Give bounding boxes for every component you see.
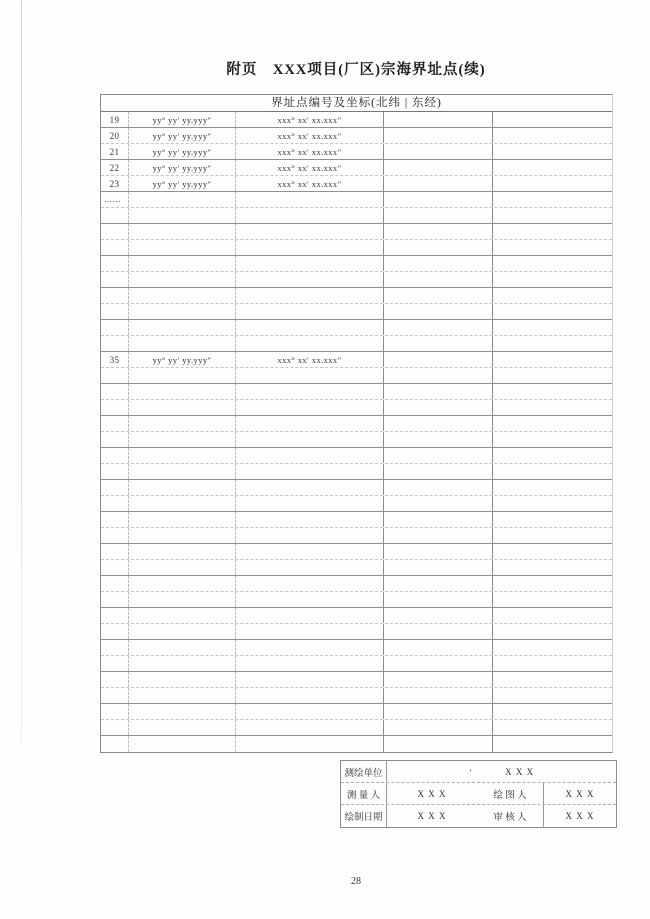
longitude-cell [236, 368, 384, 383]
point-number-cell [101, 288, 129, 303]
empty-cell [384, 560, 493, 575]
longitude-cell [236, 432, 384, 447]
latitude-cell: yy° yy′ yy.yyy″ [129, 176, 236, 191]
table-row [101, 160, 612, 176]
table-row [101, 560, 612, 576]
latitude-cell [129, 304, 236, 319]
table-row [101, 432, 612, 448]
latitude-cell [129, 512, 236, 527]
empty-cell [493, 656, 612, 671]
longitude-cell [236, 336, 384, 351]
empty-cell [493, 352, 612, 367]
point-number-cell: 22 [101, 160, 129, 175]
empty-cell [384, 672, 493, 687]
empty-cell [493, 224, 612, 239]
table-row [101, 208, 612, 224]
longitude-cell: xxx° xx′ xx.xxx″ [236, 144, 384, 159]
longitude-cell [236, 688, 384, 703]
empty-cell [493, 496, 612, 511]
latitude-cell [129, 192, 236, 207]
empty-cell [493, 160, 612, 175]
longitude-cell [236, 464, 384, 479]
empty-cell [384, 112, 493, 127]
empty-cell [493, 608, 612, 623]
empty-cell [493, 400, 612, 415]
empty-cell [493, 624, 612, 639]
table-row [101, 320, 612, 336]
point-number-cell [101, 720, 129, 735]
empty-cell [384, 576, 493, 591]
latitude-cell: yy° yy′ yy.yyy″ [129, 352, 236, 367]
latitude-cell [129, 208, 236, 223]
point-number-cell [101, 224, 129, 239]
table-row [101, 112, 612, 128]
empty-cell [384, 368, 493, 383]
latitude-cell [129, 672, 236, 687]
empty-cell [384, 448, 493, 463]
latitude-cell [129, 480, 236, 495]
empty-cell [384, 432, 493, 447]
table-row [101, 576, 612, 592]
table-row [101, 368, 612, 384]
point-number-cell [101, 608, 129, 623]
table-body [101, 112, 612, 752]
empty-cell [384, 320, 493, 335]
empty-cell [493, 192, 612, 207]
point-number-cell: 19 [101, 112, 129, 127]
point-number-cell [101, 592, 129, 607]
latitude-cell [129, 656, 236, 671]
table-row [101, 640, 612, 656]
table-row [101, 544, 612, 560]
empty-cell [493, 688, 612, 703]
table-row [101, 704, 612, 720]
empty-cell [384, 240, 493, 255]
latitude-cell [129, 560, 236, 575]
surveyor-row [341, 783, 616, 805]
latitude-cell [129, 336, 236, 351]
empty-cell [493, 640, 612, 655]
empty-cell [384, 384, 493, 399]
longitude-cell [236, 480, 384, 495]
latitude-cell [129, 464, 236, 479]
table-row [101, 672, 612, 688]
table-row [101, 192, 612, 208]
empty-cell [493, 320, 612, 335]
empty-cell [384, 656, 493, 671]
point-number-cell [101, 400, 129, 415]
point-number-cell [101, 672, 129, 687]
longitude-cell: xxx° xx′ xx.xxx″ [236, 112, 384, 127]
latitude-cell [129, 592, 236, 607]
latitude-cell [129, 640, 236, 655]
empty-cell [384, 480, 493, 495]
table-row [101, 144, 612, 160]
latitude-cell [129, 416, 236, 431]
point-number-cell: 21 [101, 144, 129, 159]
longitude-cell: xxx° xx′ xx.xxx″ [236, 160, 384, 175]
empty-cell [384, 544, 493, 559]
latitude-cell: yy° yy′ yy.yyy″ [129, 128, 236, 143]
empty-cell [384, 736, 493, 752]
longitude-cell [236, 592, 384, 607]
longitude-cell [236, 560, 384, 575]
empty-cell [493, 432, 612, 447]
point-number-cell [101, 576, 129, 591]
empty-cell [384, 288, 493, 303]
empty-cell [493, 288, 612, 303]
table-row [101, 528, 612, 544]
empty-cell [384, 128, 493, 143]
empty-cell [384, 160, 493, 175]
point-number-cell [101, 688, 129, 703]
table-row [101, 288, 612, 304]
table-row [101, 624, 612, 640]
empty-cell [384, 512, 493, 527]
empty-cell [384, 704, 493, 719]
point-number-cell [101, 432, 129, 447]
table-row [101, 480, 612, 496]
empty-cell [493, 576, 612, 591]
boundary-points-table [100, 94, 613, 753]
empty-cell [493, 176, 612, 191]
empty-cell [493, 480, 612, 495]
longitude-cell [236, 672, 384, 687]
point-number-cell [101, 272, 129, 287]
page-number: 28 [351, 876, 361, 887]
longitude-cell [236, 384, 384, 399]
longitude-cell [236, 272, 384, 287]
latitude-cell [129, 432, 236, 447]
latitude-cell [129, 288, 236, 303]
point-number-cell [101, 736, 129, 752]
table-header: 界址点编号及坐标(北纬 | 东经) [101, 95, 612, 112]
table-row [101, 448, 612, 464]
table-row [101, 608, 612, 624]
point-number-cell [101, 560, 129, 575]
point-number-cell [101, 256, 129, 271]
table-row [101, 224, 612, 240]
empty-cell [384, 416, 493, 431]
draftsman-label: 绘 图 人 [477, 783, 544, 804]
longitude-cell [236, 224, 384, 239]
latitude-cell [129, 704, 236, 719]
empty-cell [384, 608, 493, 623]
point-number-cell [101, 640, 129, 655]
longitude-cell [236, 576, 384, 591]
latitude-cell [129, 720, 236, 735]
point-number-cell [101, 480, 129, 495]
surveying-unit-value: X X X [505, 766, 535, 777]
table-row [101, 400, 612, 416]
empty-cell [384, 592, 493, 607]
empty-cell [493, 512, 612, 527]
empty-cell [493, 528, 612, 543]
latitude-cell [129, 256, 236, 271]
empty-cell [384, 352, 493, 367]
longitude-cell [236, 640, 384, 655]
longitude-cell [236, 288, 384, 303]
empty-cell [384, 176, 493, 191]
table-row [101, 464, 612, 480]
empty-cell [493, 592, 612, 607]
table-row [101, 272, 612, 288]
latitude-cell [129, 736, 236, 752]
longitude-cell: xxx° xx′ xx.xxx″ [236, 352, 384, 367]
empty-cell [493, 384, 612, 399]
empty-cell [493, 256, 612, 271]
dot-mark: · [468, 766, 474, 777]
empty-cell [493, 240, 612, 255]
empty-cell [384, 336, 493, 351]
point-number-cell [101, 464, 129, 479]
longitude-cell [236, 656, 384, 671]
point-number-cell [101, 304, 129, 319]
empty-cell [384, 624, 493, 639]
table-row [101, 352, 612, 368]
empty-cell [384, 208, 493, 223]
table-row [101, 128, 612, 144]
latitude-cell [129, 368, 236, 383]
empty-cell [384, 464, 493, 479]
surveying-info-table [340, 760, 617, 828]
empty-cell [384, 256, 493, 271]
point-number-cell [101, 656, 129, 671]
point-number-cell [101, 368, 129, 383]
empty-cell [493, 112, 612, 127]
latitude-cell: yy° yy′ yy.yyy″ [129, 160, 236, 175]
drawing-date-label: 绘制日期 [341, 805, 387, 827]
drawing-date-row [341, 805, 616, 827]
scan-edge-artifact [21, 0, 22, 742]
surveyor-label: 测 量 人 [341, 783, 387, 804]
empty-cell [493, 736, 612, 752]
table-row [101, 384, 612, 400]
point-number-cell [101, 624, 129, 639]
latitude-cell [129, 272, 236, 287]
latitude-cell [129, 400, 236, 415]
point-number-cell [101, 416, 129, 431]
page-title: 附页 XXX项目(厂区)宗海界址点(续) [226, 62, 486, 78]
empty-cell [384, 304, 493, 319]
empty-cell [384, 496, 493, 511]
table-row [101, 304, 612, 320]
longitude-cell [236, 704, 384, 719]
empty-cell [493, 272, 612, 287]
empty-cell [384, 528, 493, 543]
table-row [101, 496, 612, 512]
point-number-cell [101, 496, 129, 511]
table-row [101, 416, 612, 432]
table-row [101, 176, 612, 192]
point-number-cell [101, 240, 129, 255]
latitude-cell [129, 528, 236, 543]
reviewer-value: X X X [565, 811, 595, 821]
longitude-cell: xxx° xx′ xx.xxx″ [236, 176, 384, 191]
latitude-cell: yy° yy′ yy.yyy″ [129, 112, 236, 127]
latitude-cell [129, 448, 236, 463]
longitude-cell [236, 528, 384, 543]
longitude-cell [236, 400, 384, 415]
longitude-cell [236, 496, 384, 511]
empty-cell [493, 144, 612, 159]
table-row [101, 512, 612, 528]
latitude-cell [129, 624, 236, 639]
empty-cell [384, 688, 493, 703]
latitude-cell [129, 384, 236, 399]
empty-cell [493, 128, 612, 143]
point-number-cell [101, 512, 129, 527]
longitude-cell: xxx° xx′ xx.xxx″ [236, 128, 384, 143]
table-row [101, 688, 612, 704]
empty-cell [493, 448, 612, 463]
point-number-cell [101, 336, 129, 351]
longitude-cell [236, 720, 384, 735]
longitude-cell [236, 416, 384, 431]
draftsman-value: X X X [565, 788, 595, 799]
empty-cell [384, 720, 493, 735]
point-number-cell: …… [101, 192, 129, 207]
latitude-cell [129, 496, 236, 511]
empty-cell [493, 416, 612, 431]
latitude-cell [129, 608, 236, 623]
surveying-unit-value-cell [387, 761, 616, 782]
latitude-cell [129, 320, 236, 335]
table-row [101, 256, 612, 272]
longitude-cell [236, 192, 384, 207]
empty-cell [493, 208, 612, 223]
empty-cell [493, 560, 612, 575]
latitude-cell [129, 576, 236, 591]
longitude-cell [236, 448, 384, 463]
surveying-unit-label: 测绘单位 [341, 761, 387, 782]
point-number-cell [101, 208, 129, 223]
table-row [101, 336, 612, 352]
longitude-cell [236, 736, 384, 752]
empty-cell [493, 704, 612, 719]
latitude-cell [129, 224, 236, 239]
point-number-cell [101, 448, 129, 463]
point-number-cell: 23 [101, 176, 129, 191]
point-number-cell: 20 [101, 128, 129, 143]
point-number-cell [101, 704, 129, 719]
surveying-unit-row [341, 761, 616, 783]
empty-cell [493, 464, 612, 479]
surveyor-value: X X X [417, 788, 447, 799]
latitude-cell [129, 688, 236, 703]
point-number-cell: 35 [101, 352, 129, 367]
longitude-cell [236, 544, 384, 559]
table-row [101, 720, 612, 736]
empty-cell [384, 272, 493, 287]
latitude-cell [129, 544, 236, 559]
empty-cell [493, 720, 612, 735]
empty-cell [384, 192, 493, 207]
table-row [101, 656, 612, 672]
longitude-cell [236, 304, 384, 319]
longitude-cell [236, 208, 384, 223]
reviewer-label: 审 核 人 [477, 805, 544, 827]
empty-cell [493, 544, 612, 559]
drawing-date-value: X X X [417, 811, 447, 821]
longitude-cell [236, 320, 384, 335]
empty-cell [493, 672, 612, 687]
empty-cell [493, 304, 612, 319]
empty-cell [384, 224, 493, 239]
point-number-cell [101, 384, 129, 399]
table-row [101, 240, 612, 256]
latitude-cell: yy° yy′ yy.yyy″ [129, 144, 236, 159]
longitude-cell [236, 624, 384, 639]
table-row [101, 736, 612, 752]
empty-cell [384, 144, 493, 159]
longitude-cell [236, 240, 384, 255]
empty-cell [493, 336, 612, 351]
point-number-cell [101, 544, 129, 559]
longitude-cell [236, 512, 384, 527]
empty-cell [384, 400, 493, 415]
point-number-cell [101, 528, 129, 543]
empty-cell [384, 640, 493, 655]
longitude-cell [236, 608, 384, 623]
longitude-cell [236, 256, 384, 271]
empty-cell [493, 368, 612, 383]
point-number-cell [101, 320, 129, 335]
latitude-cell [129, 240, 236, 255]
table-row [101, 592, 612, 608]
